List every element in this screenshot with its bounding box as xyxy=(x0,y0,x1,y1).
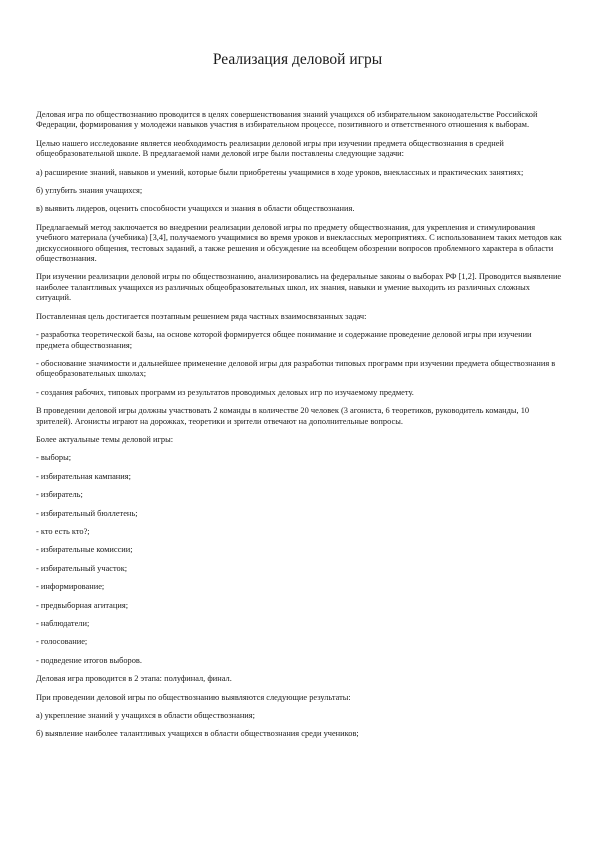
list-item: - создания рабочих, типовых программ из результатов проводимых деловых игр по изучаемому предмету. xyxy=(36,387,414,397)
paragraph: Более актуальные темы деловой игры: xyxy=(36,434,174,444)
list-item: - кто есть кто?; xyxy=(36,526,90,536)
list-item: - избирательная кампания; xyxy=(36,471,131,481)
list-item: б) углубить знания учащихся; xyxy=(36,186,143,196)
paragraph: Целью нашего исследование является необходимость реализации деловой игры при изучении предмета обществознания в средней общеобразовательной школе. В предлагаемой нами деловой игре были поставлены следующие задачи: xyxy=(36,138,504,159)
list-item: - подведение итогов выборов. xyxy=(36,655,142,665)
list-item: - избиратель; xyxy=(36,490,83,500)
list-item: - избирательный бюллетень; xyxy=(36,508,138,518)
list-item: - разработка теоретической базы, на основе которой формируется общее понимание и содержание проведение деловой игры при изучении предмета обществознания; xyxy=(36,330,532,350)
page-title: Реализация деловой игры xyxy=(212,51,383,68)
list-item: а) расширение знаний, навыков и умений, которые были приобретены учащимися в ходе уроков, внеклассных и практических занятиях; xyxy=(36,167,524,177)
list-item: в) выявить лидеров, оценить способности учащихся и знания в области обществознания. xyxy=(36,204,355,214)
paragraph: Предлагаемый метод заключается во внедрении реализации деловой игры по предмету обществознания, для укрепления и стимулирования учебного материала (учебника) [3,4], получаемого учащимися во время уроков и внеклассных мероприятиях. С использованием таких методов как дискуссионного общения, тестовых заданий, а также решения и обсуждение на всеобщем обозрении вопросов проблемного характера в области обществознания. xyxy=(36,222,562,264)
list-item: - избирательный участок; xyxy=(36,563,128,573)
list-item: - обоснование значимости и дальнейшее применение деловой игры для разработки типовых программ при изучении предмета обществознания в общеобразовательных школах; xyxy=(36,358,556,379)
paragraph: При проведении деловой игры по обществознанию выявляются следующие результаты: xyxy=(36,692,351,702)
paragraph: Поставленная цель достигается поэтапным решением ряда частных взаимосвязанных задач: xyxy=(36,311,367,321)
list-item: - выборы; xyxy=(36,453,72,463)
paragraph: При изучении реализации деловой игры по обществознанию, анализировались на федеральные законы о выборах РФ [1,2]. Проводится выявление наиболее талантливых учащихся из различных общеобразовательных школ, их знания, навыки и умение выходить из различных сложных ситуаций. xyxy=(36,272,562,303)
paragraph: В проведении деловой игры должны участвовать 2 команды в количестве 20 человек (3 агониста, 6 теоретиков, руководитель команды, 10 зрителей). Агонисты играют на дорожках, теоретики и зрители отвечают на дополнительные вопросы. xyxy=(36,406,530,426)
list-item: - предвыборная агитация; xyxy=(36,600,129,610)
list-item: б) выявление наиболее талантливых учащихся в области обществознания среди учеников; xyxy=(36,729,359,739)
paragraph: Деловая игра по обществознанию проводится в целях совершенствования знаний учащихся об избирательном законодательстве Российской Федерации, формирования у молодежи навыков участия в избирательном процессе, позитивного и ответственного отношения к выборам. xyxy=(36,110,538,130)
list-item: - информирование; xyxy=(36,582,105,592)
paragraph: Деловая игра проводится в 2 этапа: полуфинал, финал. xyxy=(36,674,232,684)
list-item: а) укрепление знаний у учащихся в области обществознания; xyxy=(36,711,255,721)
document-body xyxy=(36,110,564,748)
list-item: - голосование; xyxy=(36,637,88,647)
list-item: - наблюдатели; xyxy=(36,619,90,628)
list-item: - избирательные комиссии; xyxy=(36,545,133,555)
